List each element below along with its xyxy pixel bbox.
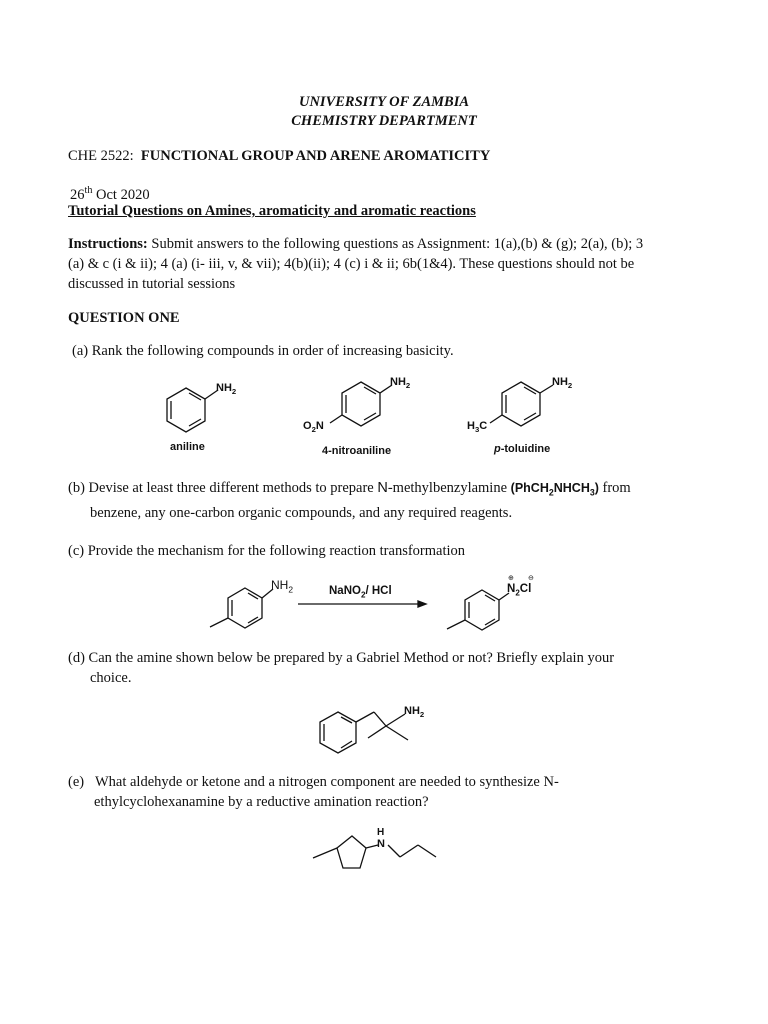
- amine-n-label: N: [377, 838, 385, 850]
- reagent-label: NaNO$_2$/ HCl: [329, 585, 392, 600]
- toluidine-name: p-toluidine: [494, 443, 551, 455]
- instructions: Instructions: Submit answers to the following questions as Assignment: 1(a),(b) & (g); 2(a), (b); 3 (a) & c (i & ii); 4 (a) (i- iii, v, & vii); 4(b)(ii); 4 (c) i & ii; 6b(1&4). These questions should not be discussed in tutorial sessions: [68, 236, 644, 292]
- question-one-heading: QUESTION ONE: [68, 310, 180, 326]
- toluidine-structure: [490, 382, 553, 426]
- plus-charge: ⊕: [508, 575, 514, 582]
- course-title: FUNCTIONAL GROUP AND ARENE AROMATICITY: [140, 148, 491, 164]
- aniline-structure: [167, 388, 218, 432]
- course-code: CHE 2522:: [68, 148, 134, 164]
- product-label: $N_2Cl$: [507, 583, 532, 598]
- gabriel-amine-structure: [320, 712, 408, 753]
- nitroaniline-name: 4-nitroaniline: [322, 445, 392, 457]
- gabriel-nh2: $NH_2$: [404, 705, 425, 720]
- nitroaniline-structure: [330, 382, 392, 426]
- minus-charge: ⊖: [528, 575, 534, 582]
- department-name: CHEMISTRY DEPARTMENT: [291, 113, 477, 129]
- amine-e-structure: [313, 836, 436, 868]
- aniline-name: aniline: [170, 441, 205, 453]
- reaction-arrow: [298, 601, 426, 607]
- amine-h-label: H: [377, 827, 385, 838]
- nitroaniline-nh2: $NH_2$: [390, 376, 411, 391]
- question-d: (d) Can the amine shown below be prepared by a Gabriel Method or not? Briefly explain your choice.: [68, 650, 615, 686]
- date: 26th Oct 2020: [70, 185, 150, 203]
- reactant-toluidine: [210, 588, 273, 628]
- question-b: (b) Devise at least three different methods to prepare N-methylbenzylamine $(PhCH_2NHCH_3)$ from benzene, any one-carbon organic compounds, and any required reagents.: [68, 480, 631, 521]
- toluidine-nh2: $NH_2$: [552, 376, 573, 391]
- question-e: (e) What aldehyde or ketone and a nitrogen component are needed to synthesize N- ethylcyclohexanamine by a reductive amination reaction?: [68, 774, 559, 810]
- question-a: (a) Rank the following compounds in order of increasing basicity.: [72, 343, 454, 359]
- aniline-nh2: $NH_2$: [216, 382, 237, 397]
- nitro-group-label: $O_2N$: [303, 420, 324, 435]
- methyl-group-label: $H_3C$: [467, 420, 488, 435]
- reactant-nh2: $NH_2$: [271, 578, 294, 595]
- tutorial-title: Tutorial Questions on Amines, aromaticity and aromatic reactions: [68, 203, 476, 219]
- question-c: (c) Provide the mechanism for the following reaction transformation: [68, 543, 466, 559]
- instructions-label: Instructions:: [68, 236, 148, 252]
- product-diazonium: [447, 590, 509, 630]
- university-name: UNIVERSITY OF ZAMBIA: [298, 94, 470, 110]
